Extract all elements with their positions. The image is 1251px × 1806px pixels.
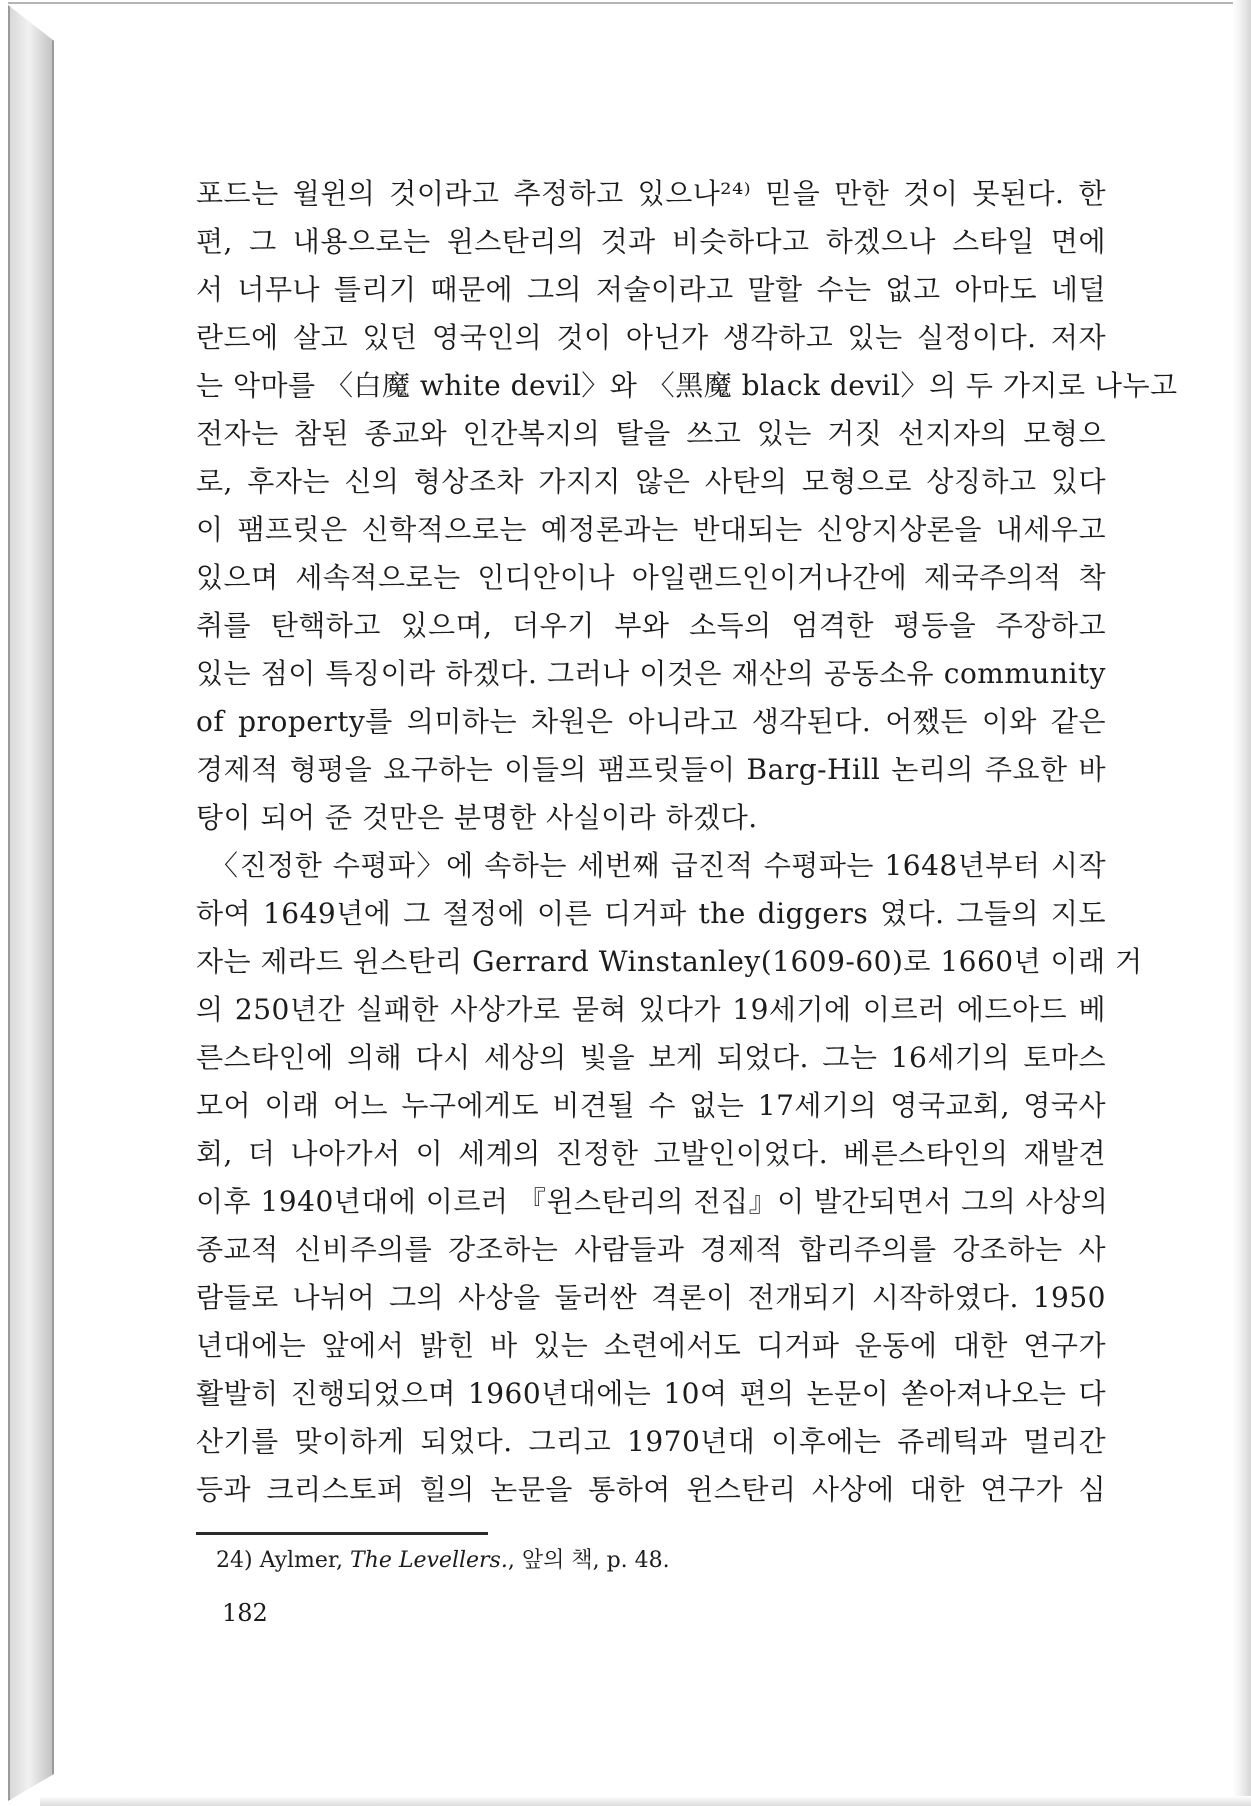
body-text: [196, 170, 1178, 1514]
text-line: 른스타인에 의해 다시 세상의 빛을 보게 되었다. 그는 16세기의 토마스: [196, 1041, 1106, 1074]
text-line: 활발히 진행되었으며 1960년대에는 10여 편의 논문이 쏟아져나오는 다: [196, 1377, 1106, 1410]
text-line: 하여 1649년에 그 절정에 이른 디거파 the diggers 였다. 그들의 지도: [196, 897, 1106, 930]
text-line: 의 250년간 실패한 사상가로 묻혀 있다가 19세기에 이르러 에드아드 베: [196, 993, 1106, 1026]
text-line: of property를 의미하는 차원은 아니라고 생각된다. 어쨌든 이와 같은: [196, 705, 1106, 738]
text-line: 년대에는 앞에서 밝힌 바 있는 소련에서도 디거파 운동에 대한 연구가: [196, 1329, 1106, 1362]
text-line: 탕이 되어 준 것만은 분명한 사실이라 하겠다.: [196, 801, 758, 834]
text-line: 란드에 살고 있던 영국인의 것이 아닌가 생각하고 있는 실정이다. 저자: [196, 321, 1106, 354]
text-line: 자는 제라드 윈스탄리 Gerrard Winstanley(1609-60)로 1660년 이래 거: [196, 945, 1143, 978]
text-line: 전자는 참된 종교와 인간복지의 탈을 쓰고 있는 거짓 선지자의 모형으: [196, 417, 1106, 450]
text-line: 서 너무나 틀리기 때문에 그의 저술이라고 말할 수는 없고 아마도 네덜: [196, 273, 1106, 306]
page-top-edge: [8, 2, 1243, 4]
footnote-author: Aylmer,: [259, 1548, 344, 1573]
text-line: 로, 후자는 신의 형상조차 가지지 않은 사탄의 모형으로 상징하고 있다: [196, 465, 1106, 498]
text-line: 이후 1940년대에 이르러 『윈스탄리의 전집』이 발간되면서 그의 사상의: [196, 1185, 1109, 1218]
footnote-reference: , 앞의 책, p. 48.: [507, 1548, 670, 1573]
text-line: 이 팸프릿은 신학적으로는 예정론과는 반대되는 신앙지상론을 내세우고: [196, 513, 1106, 546]
footnote: [216, 1544, 670, 1578]
text-line: 취를 탄핵하고 있으며, 더우기 부와 소득의 엄격한 평등을 주장하고: [196, 609, 1106, 642]
text-line: 있는 점이 특징이라 하겠다. 그러나 이것은 재산의 공동소유 community: [196, 657, 1106, 690]
text-line: 등과 크리스토퍼 힐의 논문을 통하여 윈스탄리 사상에 대한 연구가 심: [196, 1473, 1106, 1506]
text-line: 람들로 나뉘어 그의 사상을 둘러싼 격론이 전개되기 시작하였다. 1950: [196, 1281, 1106, 1314]
page-edge-bottom: [40, 1796, 1251, 1806]
footnote-title: The Levellers.: [350, 1548, 508, 1573]
footnote-number: 24): [216, 1548, 253, 1573]
text-line: 있으며 세속적으로는 인디안이나 아일랜드인이거나간에 제국주의적 착: [196, 561, 1106, 594]
text-line: 회, 더 나아가서 이 세계의 진정한 고발인이었다. 베른스타인의 재발견: [196, 1137, 1106, 1170]
text-line: 포드는 윌윈의 것이라고 추정하고 있으나²⁴⁾ 믿을 만한 것이 못된다. 한: [196, 177, 1106, 210]
text-line: 〈진정한 수평파〉에 속하는 세번째 급진적 수평파는 1648년부터 시작: [210, 849, 1106, 882]
text-line: 경제적 형평을 요구하는 이들의 팸프릿들이 Barg-Hill 논리의 주요한 바: [196, 753, 1106, 786]
page-number: 182: [222, 1599, 268, 1627]
text-line: 는 악마를 〈白魔 white devil〉와 〈黑魔 black devil〉의 두 가지로 나누고: [196, 369, 1178, 402]
text-line: 편, 그 내용으로는 윈스탄리의 것과 비슷하다고 하겠으나 스타일 면에: [196, 225, 1106, 258]
text-line: 산기를 맞이하게 되었다. 그리고 1970년대 이후에는 쥬레틱과 멀리간: [196, 1425, 1106, 1458]
text-line: 모어 이래 어느 누구에게도 비견될 수 없는 17세기의 영국교회, 영국사: [196, 1089, 1106, 1122]
page-edge-right: [1233, 0, 1251, 1806]
book-spine: [8, 5, 54, 1801]
text-line: 종교적 신비주의를 강조하는 사람들과 경제적 합리주의를 강조하는 사: [196, 1233, 1106, 1266]
footnote-rule: [196, 1532, 488, 1535]
